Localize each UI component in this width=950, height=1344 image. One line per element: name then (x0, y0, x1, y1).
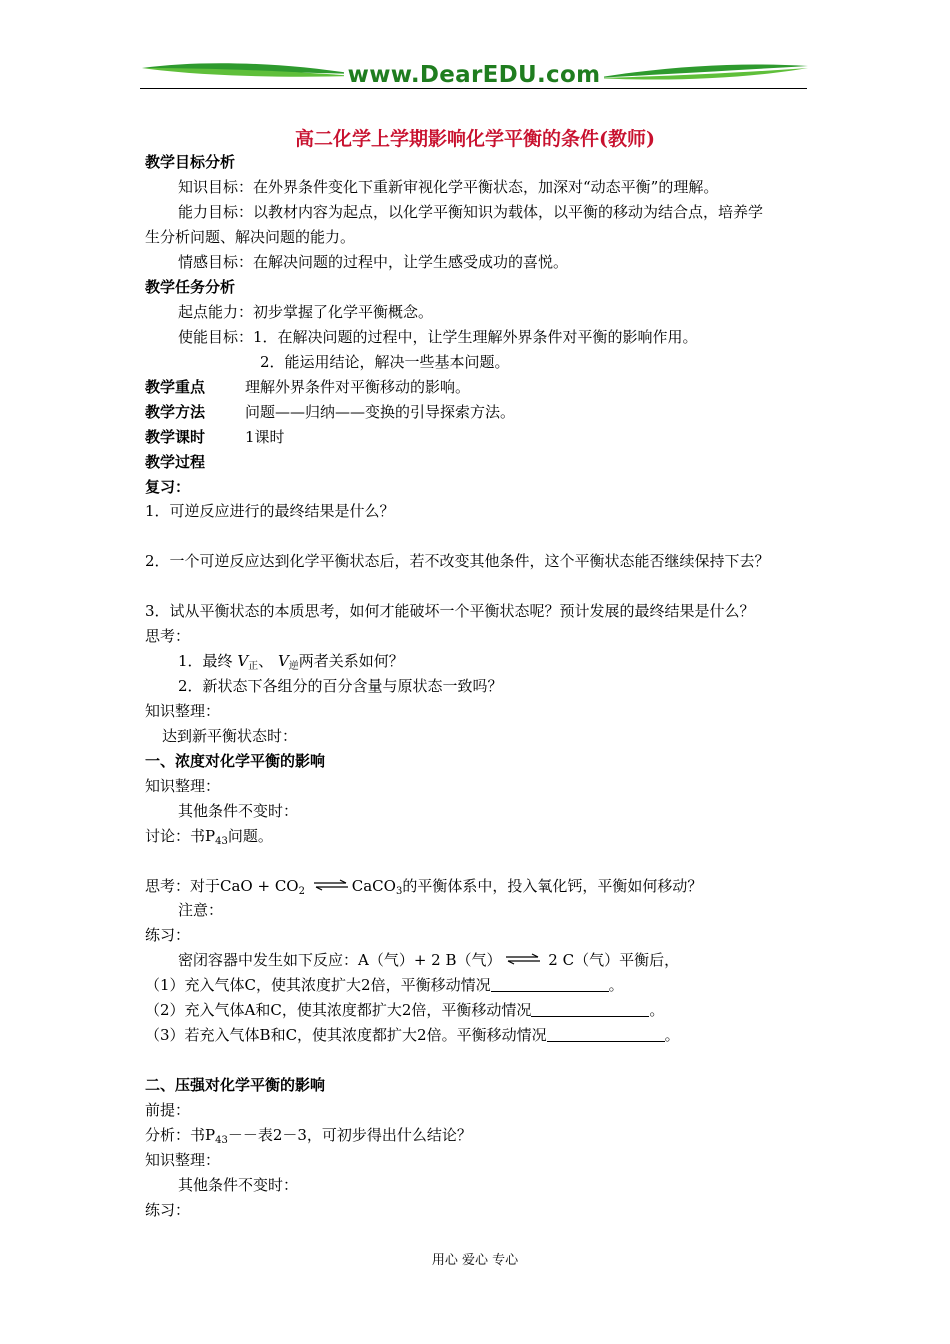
task-start: 起点能力：初步掌握了化学平衡概念。 (178, 303, 434, 321)
practice-3-end: 。 (664, 1026, 680, 1044)
task-enable-2: 2．能运用结论，解决一些基本问题。 (260, 353, 510, 371)
answer-blank-1[interactable] (491, 977, 609, 992)
task-heading: 教学任务分析 (145, 278, 236, 296)
answer-blank-3[interactable] (547, 1027, 665, 1042)
practice-3-text: （3）若充入气体B和C，使其浓度都扩大2倍。平衡移动情况 (145, 1026, 547, 1044)
equilibrium-arrow-icon (312, 879, 350, 891)
part1-think-sub2: 3 (395, 886, 403, 897)
goal-heading: 教学目标分析 (145, 153, 236, 171)
part2-knowledge: 知识整理： (145, 1151, 221, 1169)
part2-premise: 前提： (145, 1101, 191, 1119)
part1-think (145, 876, 702, 902)
part1-knowledge: 知识整理： (145, 777, 221, 795)
part1-think-post: 的平衡体系中，投入氧化钙，平衡如何移动？ (402, 877, 703, 895)
part1-think-mid: CaCO (351, 877, 396, 895)
think-label: 思考： (145, 627, 191, 645)
v-symbol-2: V (277, 652, 289, 670)
part2-analysis-pre: 分析：书P (145, 1126, 216, 1144)
practice-stem-post: 2 C（气）平衡后， (543, 951, 680, 969)
part1-think-sub: 2 (298, 886, 305, 897)
think-1-pre: 1．最终 (178, 652, 238, 670)
method-label: 教学方法 (145, 403, 206, 421)
goal-ability-line1: 能力目标：以教材内容为起点，以化学平衡知识为载体，以平衡的移动为结合点，培养学 (178, 203, 764, 221)
part2-analysis-post: －－表2－3，可初步得出什么结论？ (227, 1126, 472, 1144)
part1-discuss-sub: 43 (215, 836, 228, 847)
task-enable-1: 使能目标：1．在解决问题的过程中，让学生理解外界条件对平衡的影响作用。 (178, 328, 698, 346)
equilibrium-arrow-icon-2 (504, 953, 542, 965)
v-sub-forward: 正 (248, 661, 259, 672)
goal-ability-line2: 生分析问题、解决问题的能力。 (145, 228, 356, 246)
goal-emotion: 情感目标：在解决问题的过程中，让学生感受成功的喜悦。 (178, 253, 569, 271)
practice-1 (145, 975, 624, 995)
practice-2-text: （2）充入气体A和C，使其浓度都扩大2倍，平衡移动情况 (145, 1001, 532, 1019)
v-sub-reverse: 逆 (288, 661, 299, 672)
part1-other: 其他条件不变时： (178, 802, 299, 820)
key-label: 教学重点 (145, 378, 206, 396)
header-rule (140, 88, 807, 89)
v-symbol: V (237, 652, 249, 670)
part2-analysis-sub: 43 (215, 1135, 228, 1146)
method-value: 问题——归纳——变换的引导探索方法。 (245, 403, 516, 421)
think-1 (178, 651, 404, 677)
process-label: 教学过程 (145, 453, 206, 471)
practice-1-text: （1）充入气体C，使其浓度扩大2倍，平衡移动情况 (145, 976, 491, 994)
part1-heading: 一、浓度对化学平衡的影响 (145, 752, 326, 770)
knowledge-label: 知识整理： (145, 702, 221, 720)
part2-other: 其他条件不变时： (178, 1176, 299, 1194)
part1-think-pre: 思考：对于CaO + CO (145, 877, 299, 895)
think-1-mid: 、 (258, 652, 278, 670)
part2-analysis (145, 1125, 472, 1151)
hours-value: 1课时 (245, 428, 285, 446)
new-state: 达到新平衡状态时： (162, 727, 298, 745)
site-logo: www.DearEDU.com (344, 62, 604, 88)
part1-discuss (145, 826, 273, 852)
part1-discuss-pre: 讨论：书P (145, 827, 216, 845)
practice-2-end: 。 (649, 1001, 665, 1019)
hours-label: 教学课时 (145, 428, 206, 446)
answer-blank-2[interactable] (531, 1002, 649, 1017)
think-1-post: 两者关系如何？ (298, 652, 404, 670)
practice-stem (178, 950, 679, 970)
review-q2: 2．一个可逆反应达到化学平衡状态后，若不改变其他条件，这个平衡状态能否继续保持下去？ (145, 552, 770, 570)
goal-knowledge: 知识目标：在外界条件变化下重新审视化学平衡状态，加深对“动态平衡”的理解。 (178, 178, 719, 196)
part1-discuss-post: 问题。 (227, 827, 273, 845)
practice-label: 练习： (145, 926, 191, 944)
practice-2 (145, 1000, 664, 1020)
review-q1: 1．可逆反应进行的最终结果是什么？ (145, 502, 395, 520)
practice-3 (145, 1025, 680, 1045)
part2-heading: 二、压强对化学平衡的影响 (145, 1076, 326, 1094)
part2-practice: 练习： (145, 1201, 191, 1219)
page-footer: 用心 爱心 专心 (431, 1253, 519, 1268)
part1-note: 注意： (178, 901, 224, 919)
practice-stem-pre: 密闭容器中发生如下反应：A（气）+ 2 B（气） (178, 951, 502, 969)
page-title: 高二化学上学期影响化学平衡的条件(教师) (295, 128, 655, 150)
key-value: 理解外界条件对平衡移动的影响。 (245, 378, 471, 396)
review-label: 复习： (145, 478, 191, 496)
practice-1-end: 。 (608, 976, 624, 994)
review-q3: 3．试从平衡状态的本质思考，如何才能破坏一个平衡状态呢？预计发展的最终结果是什么？ (145, 602, 755, 620)
think-2: 2．新状态下各组分的百分含量与原状态一致吗？ (178, 677, 503, 695)
